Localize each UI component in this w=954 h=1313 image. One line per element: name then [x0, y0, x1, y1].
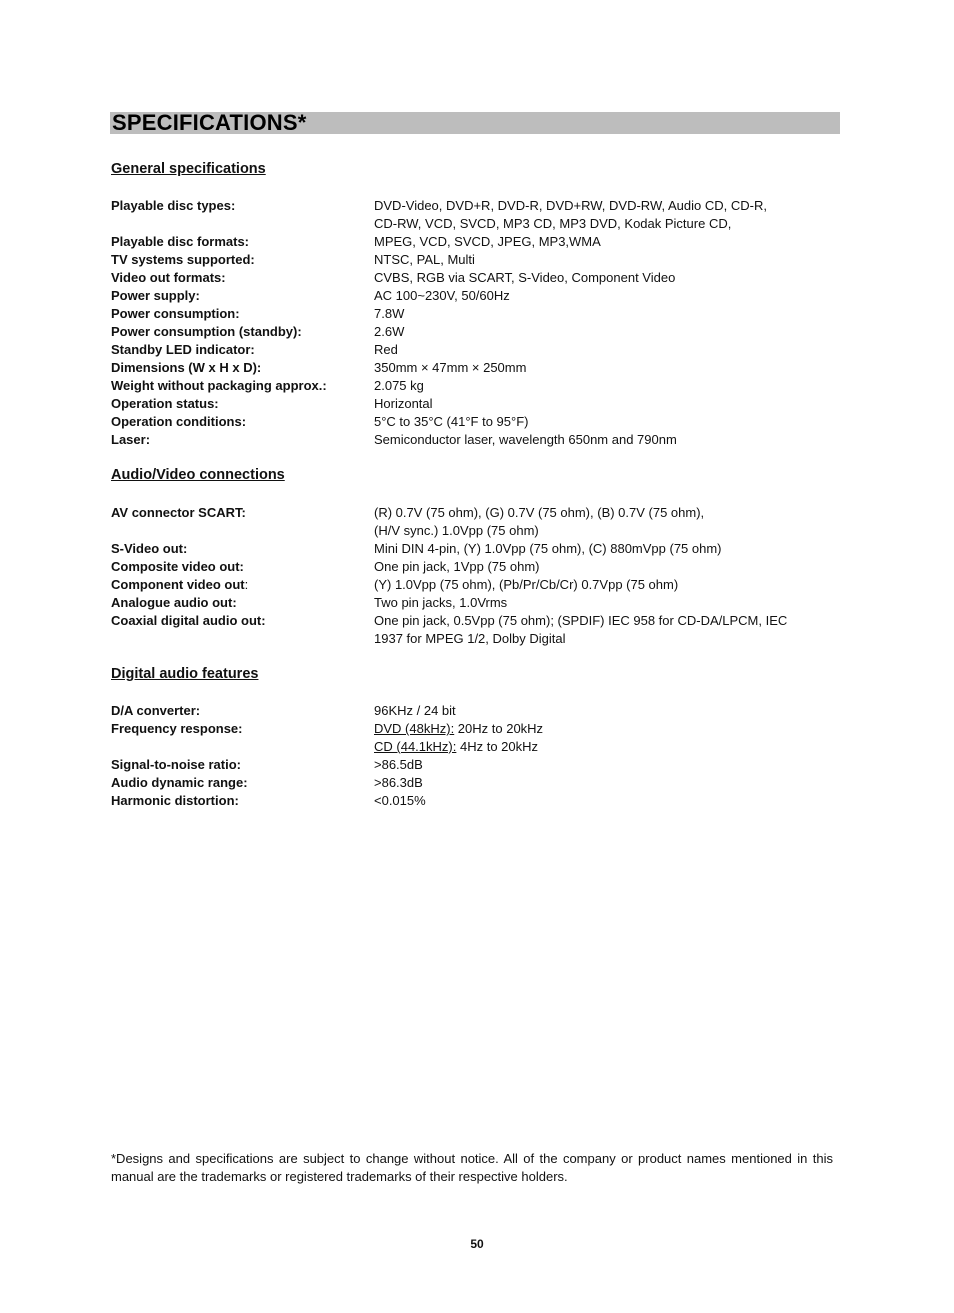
spec-label: Dimensions (W x H x D):: [111, 360, 262, 375]
section-heading-general: General specifications: [111, 161, 266, 177]
spec-label: Playable disc formats:: [111, 234, 249, 249]
spec-label: Frequency response:: [111, 721, 243, 736]
spec-label: Analogue audio out:: [111, 595, 237, 610]
spec-label: Power supply:: [111, 288, 200, 303]
spec-value: 2.6W: [374, 324, 405, 339]
spec-label: Playable disc types:: [111, 198, 236, 213]
spec-value: 7.8W: [374, 306, 405, 321]
spec-value: Red: [374, 342, 398, 357]
spec-label: Coaxial digital audio out:: [111, 613, 266, 628]
spec-value-text: 4Hz to 20kHz: [456, 739, 539, 754]
spec-label: Power consumption:: [111, 306, 240, 321]
spec-value: [374, 197, 834, 233]
spec-value-underlined: CD (44.1kHz):: [374, 739, 457, 754]
footnote: *Designs and specifications are subject to change without notice. All of the company or product names mentioned in this manual are the trademarks or registered trademarks of their respective holders.: [111, 1151, 833, 1184]
spec-value: [374, 504, 834, 540]
spec-label-text: Component video out: [111, 577, 245, 592]
spec-value: Semiconductor laser, wavelength 650nm and 790nm: [374, 432, 677, 447]
spec-value-line: 1937 for MPEG 1/2, Dolby Digital: [374, 631, 566, 646]
spec-value: <0.015%: [374, 793, 426, 808]
spec-label-colon: :: [244, 577, 249, 592]
page-number: 50: [470, 1237, 484, 1251]
spec-label: Operation status:: [111, 396, 219, 411]
spec-label: Laser:: [111, 432, 151, 447]
spec-value: One pin jack, 1Vpp (75 ohm): [374, 559, 540, 574]
spec-value: [374, 612, 834, 648]
section-heading-av-connections: Audio/Video connections: [111, 467, 285, 483]
spec-value: 5°C to 35°C (41°F to 95°F): [374, 414, 529, 429]
spec-label: Audio dynamic range:: [111, 775, 248, 790]
spec-value: 96KHz / 24 bit: [374, 703, 456, 718]
spec-value: NTSC, PAL, Multi: [374, 252, 475, 267]
spec-label: Power consumption (standby):: [111, 324, 302, 339]
spec-value: Two pin jacks, 1.0Vrms: [374, 595, 508, 610]
spec-value: MPEG, VCD, SVCD, JPEG, MP3,WMA: [374, 234, 601, 249]
spec-value: Mini DIN 4-pin, (Y) 1.0Vpp (75 ohm), (C) 880mVpp (75 ohm): [374, 541, 722, 556]
spec-value-text: 20Hz to 20kHz: [454, 721, 544, 736]
spec-value-line: [374, 720, 834, 738]
spec-label: Harmonic distortion:: [111, 793, 239, 808]
page-title: SPECIFICATIONS*: [112, 110, 307, 135]
spec-value: Horizontal: [374, 396, 433, 411]
spec-value-line: One pin jack, 0.5Vpp (75 ohm); (SPDIF) IEC 958 for CD-DA/LPCM, IEC: [374, 613, 788, 628]
spec-value: CVBS, RGB via SCART, S-Video, Component Video: [374, 270, 676, 285]
spec-label: Operation conditions:: [111, 414, 247, 429]
spec-value-line: (H/V sync.) 1.0Vpp (75 ohm): [374, 523, 539, 538]
section-heading-digital-audio: Digital audio features: [111, 666, 259, 682]
spec-value: (Y) 1.0Vpp (75 ohm), (Pb/Pr/Cb/Cr) 0.7Vpp (75 ohm): [374, 577, 679, 592]
spec-value: >86.3dB: [374, 775, 423, 790]
spec-label: AV connector SCART:: [111, 505, 246, 520]
spec-label: S-Video out:: [111, 541, 188, 556]
spec-label: Signal-to-noise ratio:: [111, 757, 241, 772]
page-title-bar: [110, 112, 840, 134]
spec-label: Weight without packaging approx.:: [111, 378, 327, 393]
spec-value: AC 100~230V, 50/60Hz: [374, 288, 510, 303]
spec-value: >86.5dB: [374, 757, 423, 772]
spec-label: [111, 576, 374, 594]
spec-value-line: [374, 738, 834, 756]
spec-value: 350mm × 47mm × 250mm: [374, 360, 527, 375]
spec-value-line: CD-RW, VCD, SVCD, MP3 CD, MP3 DVD, Kodak Picture CD,: [374, 216, 732, 231]
spec-value: [374, 720, 834, 756]
spec-value-line: (R) 0.7V (75 ohm), (G) 0.7V (75 ohm), (B) 0.7V (75 ohm),: [374, 505, 705, 520]
spec-value: 2.075 kg: [374, 378, 424, 393]
spec-label: Video out formats:: [111, 270, 226, 285]
spec-label: Standby LED indicator:: [111, 342, 255, 357]
spec-value-line: DVD-Video, DVD+R, DVD-R, DVD+RW, DVD-RW, Audio CD, CD-R,: [374, 198, 767, 213]
spec-value-underlined: DVD (48kHz):: [374, 721, 455, 736]
spec-label: D/A converter:: [111, 703, 201, 718]
spec-label: Composite video out:: [111, 559, 244, 574]
spec-label: TV systems supported:: [111, 252, 255, 267]
